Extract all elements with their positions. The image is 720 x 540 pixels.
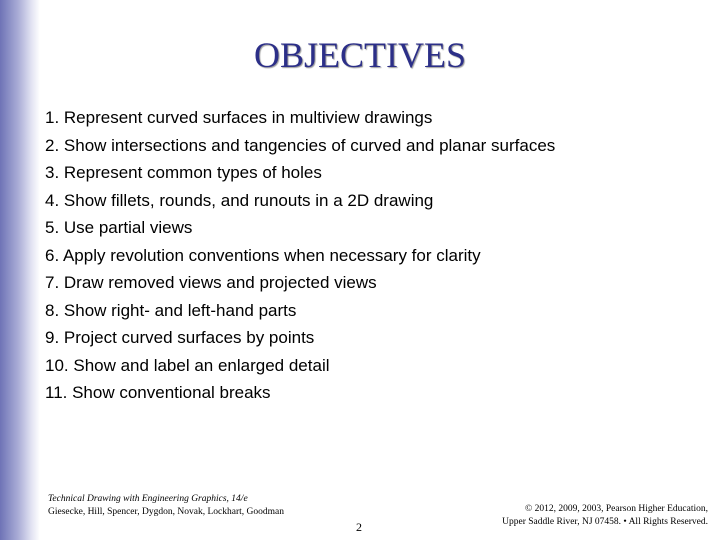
left-gradient-bar <box>0 0 40 540</box>
objective-item: 6. Apply revolution conventions when necessary for clarity <box>45 245 481 265</box>
copyright-line-2: Upper Saddle River, NJ 07458. • All Rights Reserved. <box>502 517 708 527</box>
slide-title: OBJECTIVES <box>253 35 466 75</box>
objective-item: 8. Show right- and left-hand parts <box>45 300 297 320</box>
footer-book-title: Technical Drawing with Engineering Graphics, 14/e <box>48 494 248 504</box>
footer-copyright <box>458 503 708 529</box>
objective-item: 7. Draw removed views and projected views <box>45 273 377 292</box>
footer-book-info <box>48 493 288 540</box>
objective-item: 2. Show intersections and tangencies of curved and planar surfaces <box>45 135 556 155</box>
copyright-line-1: © 2012, 2009, 2003, Pearson Higher Education, <box>525 504 708 514</box>
objective-item: 5. Use partial views <box>45 218 193 237</box>
objective-item: 3. Represent common types of holes <box>45 163 322 182</box>
footer-authors: Giesecke, Hill, Spencer, Dygdon, Novak, Lockhart, Goodman <box>48 507 285 517</box>
objective-item: 10. Show and label an enlarged detail <box>45 355 330 375</box>
page-number: 2 <box>356 520 362 534</box>
objective-item: 9. Project curved surfaces by points <box>45 328 315 347</box>
objective-item: 4. Show fillets, rounds, and runouts in a 2D drawing <box>45 190 434 210</box>
objectives-list <box>45 104 555 407</box>
objective-item: 1. Represent curved surfaces in multiview drawings <box>45 108 433 127</box>
objective-item: 11. Show conventional breaks <box>45 383 271 402</box>
